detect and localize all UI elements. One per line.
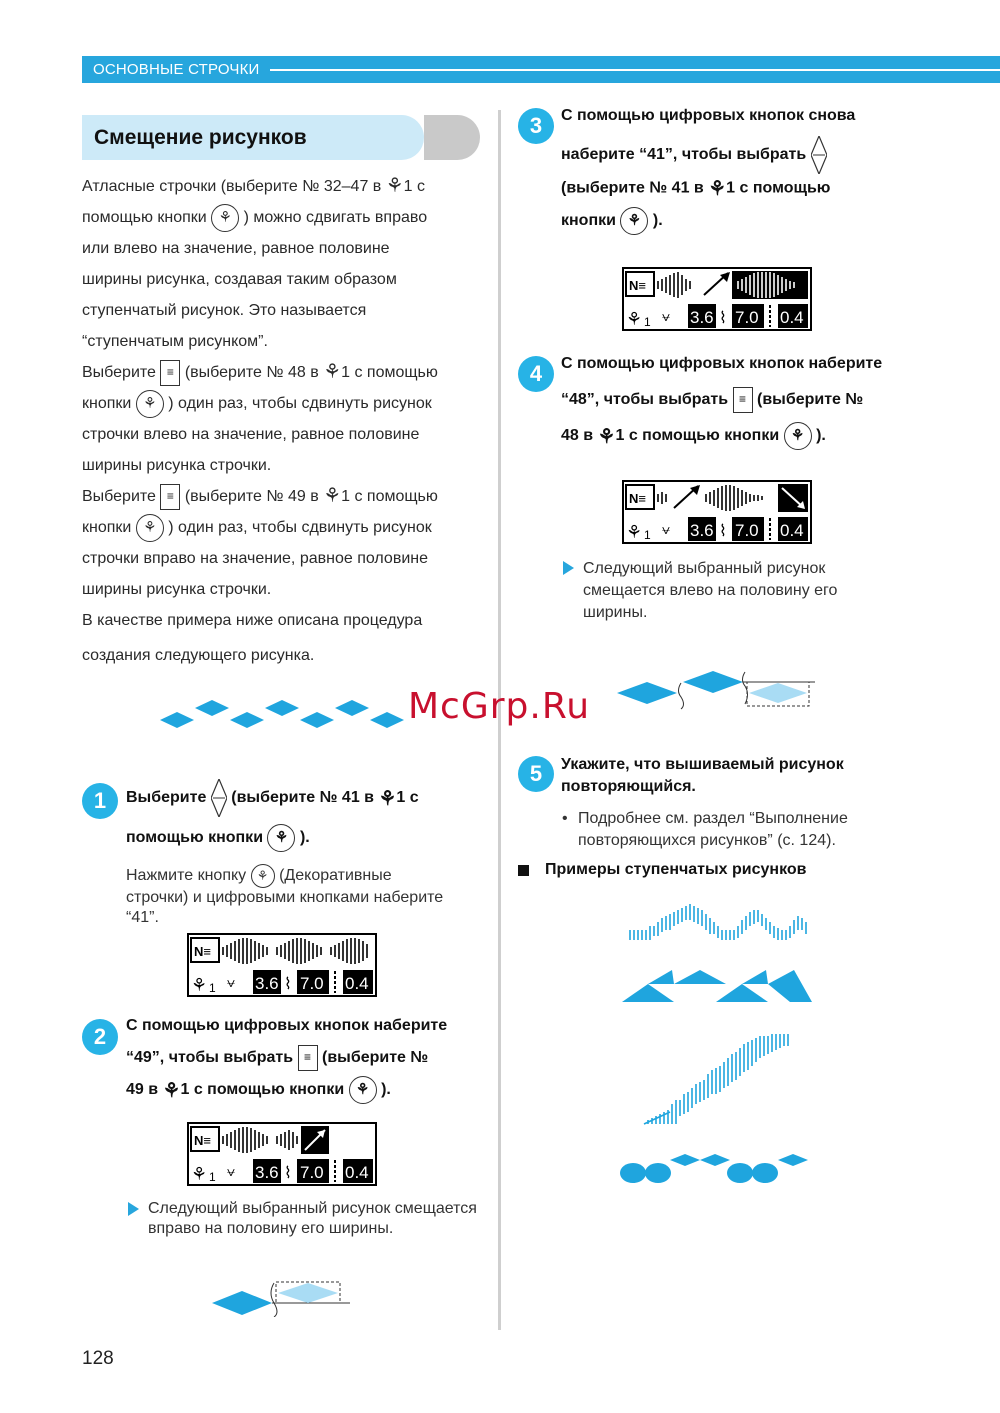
p2-with-help: 1 с помощью [341,364,438,381]
step-3-number: 3 [518,108,554,144]
svg-text:N≡: N≡ [194,944,211,959]
intro-line-6: “ступенчатым рисунком”. [82,333,268,350]
step-3-end: ). [652,212,663,230]
svg-text:⩝: ⩝ [662,309,670,325]
stitch-48-icon: ≡ [733,387,753,413]
lcd-tension-value: 0.4 [345,1163,369,1182]
svg-text:⌇: ⌇ [284,974,292,993]
step-5-line-2: повторяющийся. [561,778,696,795]
lcd-sub: 1 [644,528,651,542]
p4-line-2: создания следующего рисунка. [82,647,315,664]
step-2-result-2: вправо на половину его ширины. [148,1220,394,1237]
intro-line-2-end: ) можно сдвигать вправо [243,209,428,226]
intro-line-1: Атласные строчки (выберите № 32–47 в [82,178,386,195]
lcd-length-value: 7.0 [300,1163,324,1182]
svg-text:⚘: ⚘ [626,309,643,329]
foot-icon: ⚘ [597,425,616,448]
step-4-line-3 [561,422,826,450]
step-3-line-4 [561,207,663,235]
lcd-width-value: 3.6 [690,308,714,327]
step-5-heading [561,754,844,798]
step-4-end: ). [816,427,826,445]
stitch-49-icon: ≡ [298,1045,318,1071]
step-2-result [148,1199,477,1239]
lcd-width-value: 3.6 [255,1163,279,1182]
svg-text:⚘: ⚘ [191,975,208,995]
step-1-button: помощью кнопки [126,829,264,847]
examples-heading: Примеры ступенчатых рисунков [545,861,807,878]
step-1-note [126,864,443,928]
step-4-line-2 [561,387,863,413]
p2-line-3: строчки влево на значение, равное половине [82,426,420,443]
lcd-display-4 [622,480,812,544]
p3-shift: ) один раз, чтобы сдвинуть рисунок [168,519,432,536]
intro-line-5: ступенчатый рисунок. Это называется [82,302,367,319]
header-rule [270,69,1000,71]
stitch-41-icon [811,136,827,174]
lcd-tension-value: 0.4 [780,308,804,327]
p3-line-4: ширины рисунка строчки. [82,581,272,598]
lcd-length-value: 7.0 [735,308,759,327]
step-4-choose: “48”, чтобы выбрать [561,391,729,409]
step-3-button: кнопки [561,212,616,230]
step-1-note-2: (Декоративные [279,867,392,885]
step-1-with: 1 с [396,789,419,807]
step-1-end: ). [299,829,310,847]
step-2-end: ). [381,1081,391,1099]
step-1-note-3: строчки) и цифровыми кнопками наберите [126,889,444,906]
step-3-line-1: С помощью цифровых кнопок снова [561,107,856,124]
decorative-stitch-button-icon: ⚘ [784,422,812,450]
shift-left-illustration [615,668,820,710]
result-arrow-icon [128,1202,139,1216]
step-2-choose: “49”, чтобы выбрать [126,1049,294,1067]
step-2-number: 2 [82,1019,118,1055]
foot-icon: ⚘ [323,485,342,508]
intro-line-3: или влево на значение, равное половине [82,240,390,257]
decorative-stitch-button-icon: ⚘ [349,1076,377,1104]
step-1-select-num: (выберите № 41 в [231,789,375,807]
step-4-select-num: (выберите № [757,391,864,409]
intro-line-4: ширины рисунка, создавая таким образом [82,271,397,288]
step-3-choose: наберите “41”, чтобы выбрать [561,146,807,164]
lcd-width-value: 3.6 [255,974,279,993]
step-4-with: 1 с помощью кнопки [615,427,780,445]
foot-icon: ⚘ [385,175,404,198]
step-5-line-1: Укажите, что вышиваемый рисунок [561,756,844,773]
decorative-stitch-button-icon: ⚘ [136,390,164,418]
decorative-stitch-button-icon: ⚘ [211,204,239,232]
step-3-line-2 [561,136,827,174]
step-2-line-2 [126,1045,428,1071]
svg-text:⌇: ⌇ [719,521,727,540]
example-pattern-1 [625,900,815,946]
stitch-48-icon: ≡ [160,360,180,386]
title-tab [424,115,480,160]
square-bullet-icon [518,865,529,876]
page-title: Смещение рисунков [94,126,307,149]
p4-line-1: В качестве примера ниже описана процедура [82,612,423,629]
svg-text:⩝: ⩝ [227,975,235,991]
decorative-stitch-button-icon: ⚘ [136,514,164,542]
lcd-tension-value: 0.4 [345,974,369,993]
svg-text:⚘: ⚘ [191,1164,208,1184]
shift-right-illustration [210,1277,355,1317]
lcd-display-2 [187,1122,377,1186]
p3-button: кнопки [82,519,132,536]
p3-line-3: строчки вправо на значение, равное половине [82,550,428,567]
svg-text:N≡: N≡ [194,1133,211,1148]
lcd-display-1 [187,933,377,997]
lcd-width-value: 3.6 [690,521,714,540]
step-4-result-2: смещается влево на половину его [583,582,838,599]
svg-text:N≡: N≡ [629,491,646,506]
watermark: McGrp.Ru [408,686,591,727]
p2-line-4: ширины рисунка строчки. [82,457,272,474]
lcd-sub: 1 [209,1170,216,1184]
step-5-note-2: повторяющихся рисунков” (с. 124). [578,832,836,849]
lcd-sub: 1 [644,315,651,329]
foot-icon: ⚘ [323,361,342,384]
lcd-length-value: 7.0 [300,974,324,993]
example-pattern-2 [620,966,815,1006]
lcd-display-3 [622,267,812,331]
example-pattern-3 [640,1032,800,1128]
step-4-result [583,558,837,624]
step-4-line-1: С помощью цифровых кнопок наберите [561,355,883,372]
p2-select: Выберите [82,364,156,381]
step-1-note-4: “41”. [126,909,159,926]
page-number: 128 [82,1348,114,1369]
stitch-41-icon [211,779,227,817]
step-3-select-num: (выберите № 41 в [561,179,704,197]
step-1-number: 1 [82,783,118,819]
step-1-note-1: Нажмите кнопку [126,867,247,885]
step-4-number: 4 [518,356,554,392]
step-5-number: 5 [518,756,554,792]
step-2-line-3 [126,1076,391,1104]
p2-button: кнопки [82,395,132,412]
step-4-num: 48 в [561,427,594,445]
p2-select-num: (выберите № 48 в [184,364,319,381]
decorative-stitch-button-icon: ⚘ [620,207,648,235]
lcd-tension-value: 0.4 [780,521,804,540]
p3-select-num: (выберите № 49 в [184,488,319,505]
svg-text:⌇: ⌇ [284,1163,292,1182]
step-1-line-1 [126,779,419,817]
step-4-result-3: ширины. [583,604,648,621]
lcd-length-value: 7.0 [735,521,759,540]
p3-select: Выберите [82,488,156,505]
stitch-49-icon: ≡ [160,484,180,510]
svg-text:⩝: ⩝ [662,522,670,538]
step-1-select: Выберите [126,789,207,807]
step-2-result-1: Следующий выбранный рисунок смещается [148,1200,477,1217]
decorative-stitch-button-icon: ⚘ [267,824,295,852]
foot-icon: ⚘ [378,787,397,810]
step-4-result-1: Следующий выбранный рисунок [583,560,826,577]
step-5-note-1: Подробнее см. раздел “Выполнение [578,810,848,827]
svg-text:⩝: ⩝ [227,1164,235,1180]
stepped-pattern-sample [155,695,415,735]
step-5-note [578,808,848,852]
result-arrow-icon [563,561,574,575]
intro-line-1-end: с [412,178,426,195]
svg-text:⌇: ⌇ [719,308,727,327]
step-3-with: 1 с помощью [726,179,831,197]
p2-shift: ) один раз, чтобы сдвинуть рисунок [168,395,432,412]
step-2-line-1: С помощью цифровых кнопок наберите [126,1017,448,1034]
foot-icon: ⚘ [162,1079,181,1102]
intro-line-2: помощью кнопки [82,209,212,226]
step-2-select-num: (выберите № [322,1049,429,1067]
section-header: ОСНОВНЫЕ СТРОЧКИ [93,61,260,78]
p3-with-help: 1 с помощью [341,488,438,505]
lcd-sub: 1 [209,981,216,995]
svg-text:N≡: N≡ [629,278,646,293]
step-5-bullet: • [562,810,568,827]
decorative-stitch-button-icon: ⚘ [251,864,275,888]
step-3-line-3 [561,176,830,201]
foot-icon: ⚘ [708,178,727,200]
step-2-with: 1 с помощью кнопки [180,1081,345,1099]
step-1-line-2 [126,824,310,852]
intro-foot-sub: 1 [403,178,413,195]
step-2-num: 49 в [126,1081,159,1099]
example-pattern-4 [618,1146,818,1186]
svg-text:⚘: ⚘ [626,522,643,542]
